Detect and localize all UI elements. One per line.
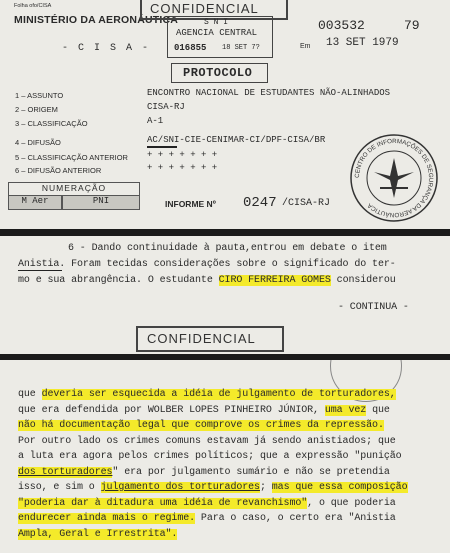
department-name: - C I S A - [62, 43, 151, 54]
field-value-difusao: AC/SNI-CIE-CENIMAR-CI/DPF-CISA/BR [147, 135, 326, 145]
confidential-stamp-top: CONFIDENCIAL [140, 0, 288, 20]
field-value-assunto: ENCONTRO NACIONAL DE ESTUDANTES NÃO-ALINHADOS [147, 88, 391, 98]
sni-receipt-stamp: S N I AGENCIA CENTRAL 016855 18 SET 7? [167, 16, 273, 58]
ministry-title: MINISTÉRIO DA AERONÁUTICA [14, 14, 179, 26]
form-code: Folha ofo/CISA [14, 3, 52, 9]
body-line-5: a luta era agora pelos crimes políticos; que a expressão "punição [18, 451, 402, 462]
numeracao-col-pni: PNI [62, 195, 140, 210]
highlight-ciro-ferreira-gomes: CIRO FERREIRA GOMES [218, 275, 331, 286]
body-line-9: endurecer ainda mais o regime. Para o caso, o certo era "Anistia [18, 513, 396, 524]
document-number: 003532 [318, 18, 365, 33]
field-label-origem: 2 – ORIGEM [15, 105, 58, 114]
field-value-classificacao: A-1 [147, 116, 164, 126]
body-line-8: "poderia dar à ditadura uma idéia de revanchismo", o que poderia [18, 497, 396, 509]
body-line-6: dos torturadores" era por julgamento sumário e não se pretendia [18, 466, 390, 478]
field-label-assunto: 1 – ASSUNTO [15, 91, 64, 100]
document-header-panel [0, 0, 450, 229]
numeracao-title: NUMERAÇÃO [8, 182, 140, 196]
body-line-7: isso, e sim o julgamento dos torturadores; mas que essa composição [18, 482, 408, 493]
informe-number: 0247 [243, 195, 277, 211]
field-label-classificacao-anterior: 5 – CLASSIFICAÇÃO ANTERIOR [15, 153, 128, 162]
informe-label: INFORME Nº [165, 199, 216, 209]
paragraph-line-3: mo e sua abrangência. O estudante CIRO FERREIRA GOMES considerou [18, 275, 396, 286]
date-prefix: Em [300, 43, 311, 50]
svg-text:CENTRO DE INFORMAÇÕES DE SEGUR: CENTRO DE INFORMAÇÕES DE SEGURANÇA DA AERONÁUTICA [353, 137, 435, 219]
confidential-stamp-bottom: CONFIDENCIAL [136, 326, 284, 352]
page-excerpt-body [0, 360, 450, 553]
field-value-difusao-anterior: + + + + + + + [147, 163, 218, 173]
cisa-seal [348, 132, 440, 224]
informe-suffix: /CISA-RJ [282, 198, 331, 209]
body-line-1: que deveria ser esquecida a idéia de julgamento de torturadores, [18, 389, 396, 400]
document-date: 13 SET 1979 [326, 37, 399, 49]
anistia-underline [18, 270, 62, 271]
document-number-suffix: 79 [404, 18, 420, 33]
field-label-classificacao: 3 – CLASSIFICAÇÃO [15, 119, 88, 128]
protocolo-stamp: PROTOCOLO [171, 63, 268, 83]
page-excerpt-continuation [0, 236, 450, 354]
continua-marker: - CONTINUA - [338, 302, 409, 313]
field-label-difusao: 4 – DIFUSÃO [15, 138, 61, 147]
body-line-2: que era defendida por WOLBER LOPES PINHEIRO JÚNIOR, uma vez que [18, 404, 390, 416]
body-line-4: Por outro lado os crimes comuns estavam já sendo anistiados; que [18, 435, 396, 447]
numeracao-col-maer: M Aer [8, 195, 62, 210]
field-label-difusao-anterior: 6 – DIFUSÃO ANTERIOR [15, 166, 102, 175]
body-line-10: Ampla, Geral e Irrestrita". [18, 528, 178, 540]
field-value-classificacao-anterior: + + + + + + + [147, 150, 218, 160]
paragraph-line-2: Anistia. Foram tecidas considerações sobre o significado do ter- [18, 259, 396, 270]
body-line-3: não há documentação legal que comprove os crimes da repressão. [18, 420, 384, 431]
difusao-underline [147, 146, 177, 148]
field-value-origem: CISA-RJ [147, 102, 185, 112]
paragraph-line-1: 6 - Dando continuidade à pauta,entrou em debate o item [68, 243, 387, 254]
